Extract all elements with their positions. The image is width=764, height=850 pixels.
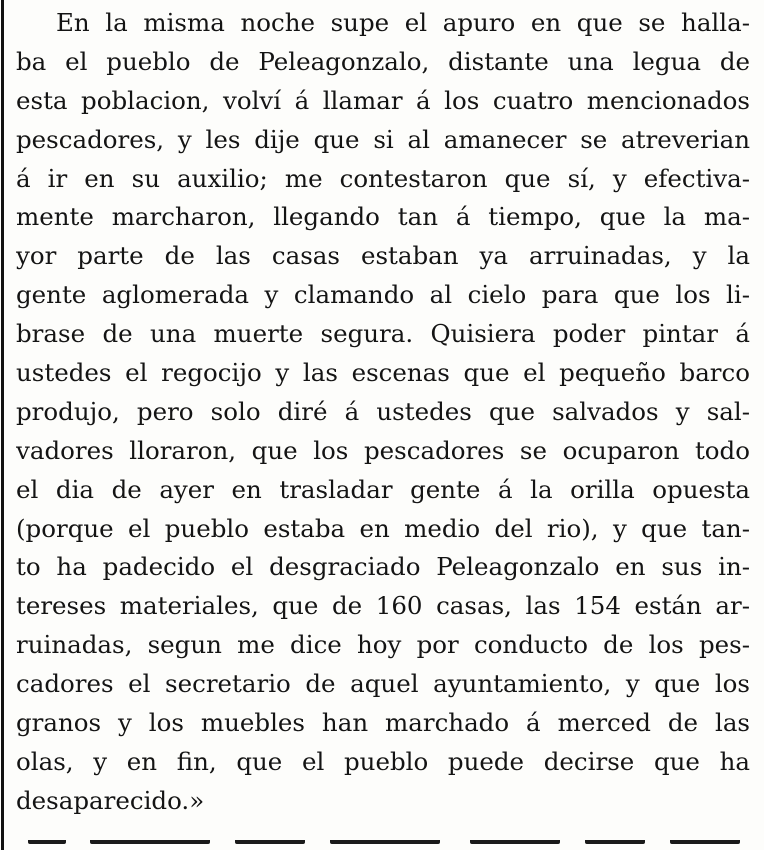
- text-line: to ha padecido el desgraciado Peleagonzalo en sus in-: [16, 552, 750, 582]
- text-line: ruinadas, segun me dice hoy por conducto de los pes-: [16, 630, 750, 660]
- text-line: En la misma noche supe el apuro en que se halla-: [56, 8, 750, 37]
- paragraph: [16, 4, 750, 821]
- text-line: yor parte de las casas estaban ya arruinadas, y la: [16, 241, 750, 271]
- column-rule: [1, 0, 4, 850]
- text-line: ustedes el regocijo y las escenas que el pequeño barco: [16, 358, 750, 388]
- cut-off-next-line: [0, 840, 764, 850]
- glyph-fragment: [330, 840, 440, 844]
- text-line: vadores lloraron, que los pescadores se ocuparon todo: [16, 435, 750, 465]
- glyph-fragment: [585, 840, 645, 844]
- glyph-fragment: [235, 840, 305, 844]
- text-line: á ir en su auxilio; me contestaron que sí, y efectiva-: [16, 163, 750, 193]
- text-line: cadores el secretario de aquel ayuntamiento, y que los: [16, 669, 750, 699]
- text-line: desaparecido.»: [16, 785, 205, 815]
- text-line: el dia de ayer en trasladar gente á la orilla opuesta: [16, 474, 750, 504]
- text-line: gente aglomerada y clamando al cielo para que los li-: [16, 280, 750, 310]
- text-line: olas, y en fin, que el pueblo puede decirse que ha: [16, 746, 750, 776]
- glyph-fragment: [28, 840, 66, 844]
- text-line: (porque el pueblo estaba en medio del rio), y que tan-: [16, 513, 750, 543]
- text-line: granos y los muebles han marchado á merced de las: [16, 708, 750, 738]
- text-line: mente marcharon, llegando tan á tiempo, que la ma-: [16, 202, 750, 232]
- text-line: pescadores, y les dije que si al amanecer se atreverian: [16, 124, 750, 154]
- text-line: produjo, pero solo diré á ustedes que salvados y sal-: [16, 396, 750, 426]
- text-line: esta poblacion, volví á llamar á los cuatro mencionados: [16, 85, 750, 115]
- text-line: ba el pueblo de Peleagonzalo, distante una legua de: [16, 46, 750, 76]
- glyph-fragment: [90, 840, 210, 844]
- text-line: tereses materiales, que de 160 casas, las 154 están ar-: [16, 591, 750, 621]
- glyph-fragment: [470, 840, 560, 844]
- text-line: brase de una muerte segura. Quisiera poder pintar á: [16, 319, 750, 349]
- glyph-fragment: [670, 840, 740, 844]
